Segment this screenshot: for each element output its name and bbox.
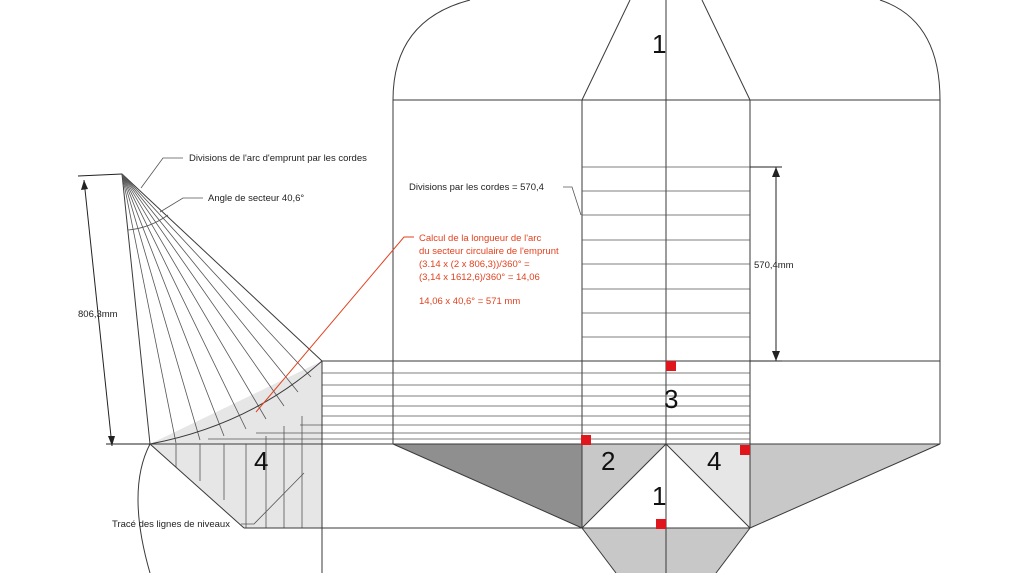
radius-label: 806,3mm [78,309,118,320]
leader-arc-divisions [141,158,183,188]
part-label-left-4: 4 [254,446,269,476]
red-marker [740,445,750,455]
calc-line-2: du secteur circulaire de l'emprunt [419,246,559,257]
part-label-top-1: 1 [652,29,667,59]
level-lines-label: Tracé des lignes de niveaux [112,519,230,530]
calc-line-1: Calcul de la longueur de l'arc [419,233,542,244]
chord-divisions-label: Divisions par les cordes = 570,4 [409,182,544,193]
red-marker [666,361,676,371]
calc-line-3: (3.14 x (2 x 806,3))/360° = [419,259,530,270]
lower-left-arc [138,444,150,573]
filled-regions [150,361,940,573]
dome-arc-left [393,0,470,100]
part-label-right-4: 4 [707,446,722,476]
arc-divisions-label: Divisions de l'arc d'emprunt par les cordes [189,153,367,164]
calc-line-5: 14,06 x 40,6° = 571 mm [419,296,521,307]
part-label-3: 3 [664,384,679,414]
leader-sector-angle [160,198,203,212]
red-marker [581,435,591,445]
height-label: 570,4mm [754,260,794,271]
red-marker [656,519,666,529]
sector-angle-label: Angle de secteur 40,6° [208,193,305,204]
leader-chord-divisions [563,187,581,215]
part-label-2: 2 [601,446,616,476]
calculation-note [419,233,559,307]
calc-line-4: (3,14 x 1612,6)/360° = 14,06 [419,272,540,283]
part-label-bottom-1: 1 [652,481,667,511]
dome-arc-right [880,0,940,100]
